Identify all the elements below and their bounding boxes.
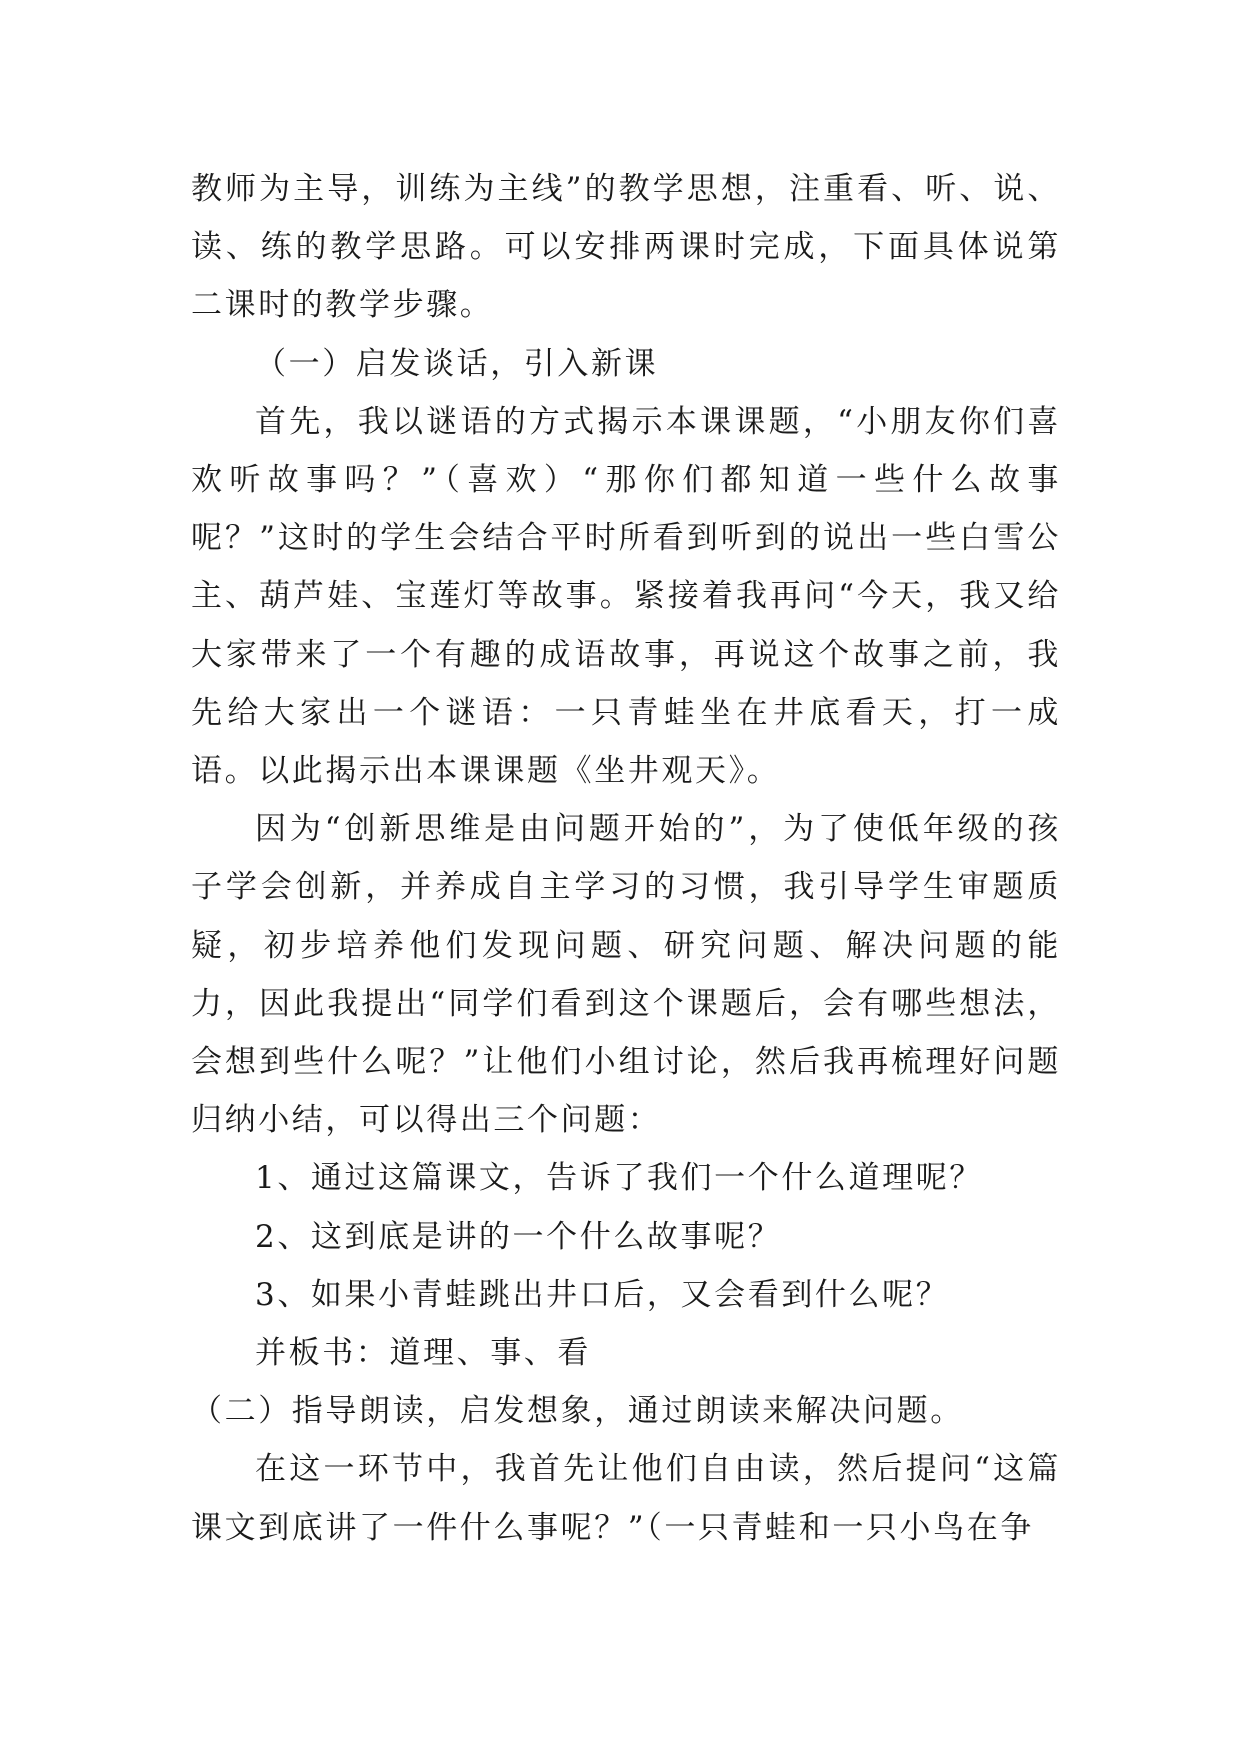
paragraph: 在这一环节中，我首先让他们自由读，然后提问“这篇课文到底讲了一件什么事呢？”（一只青蛙和一只小鸟在争 bbox=[191, 1451, 1061, 1546]
paragraph: 首先，我以谜语的方式揭示本课课题，“小朋友你们喜欢听故事吗？”（喜欢）“那你们都知道一些什么故事呢？”这时的学生会结合平时所看到听到的说出一些白雪公主、葫芦娃、宝莲灯等故事。紧接着我再问“今天，我又给大家带来了一个有趣的成语故事，再说这个故事之前，我先给大家出一个谜语：一只青蛙坐在井底看天，打一成语。以此揭示出本课课题《坐井观天》。 bbox=[191, 403, 1061, 790]
list-item: 3、如果小青蛙跳出井口后，又会看到什么呢？ bbox=[255, 1276, 950, 1313]
paragraph: 因为“创新思维是由问题开始的”，为了使低年级的孩子学会创新，并养成自主学习的习惯，我引导学生审题质疑，初步培养他们发现问题、研究问题、解决问题的能力，因此我提出“同学们看到这个课题后，会有哪些想法，会想到些什么呢？”让他们小组讨论，然后我再梳理好问题归纳小结，可以得出三个问题： bbox=[191, 811, 1061, 1139]
paragraph: 教师为主导，训练为主线”的教学思想，注重看、听、说、读、练的教学思路。可以安排两课时完成，下面具体说第二课时的教学步骤。 bbox=[191, 171, 1061, 324]
document-body bbox=[191, 160, 1061, 1557]
list-item: 2、这到底是讲的一个什么故事呢？ bbox=[255, 1218, 782, 1255]
section-heading: （二）指导朗读，启发想象，通过朗读来解决问题。 bbox=[191, 1393, 964, 1430]
section-heading: （一）启发谈话，引入新课 bbox=[255, 345, 659, 382]
paragraph: 并板书：道理、事、看 bbox=[255, 1335, 591, 1372]
list-item: 1、通过这篇课文，告诉了我们一个什么道理呢？ bbox=[255, 1160, 983, 1197]
